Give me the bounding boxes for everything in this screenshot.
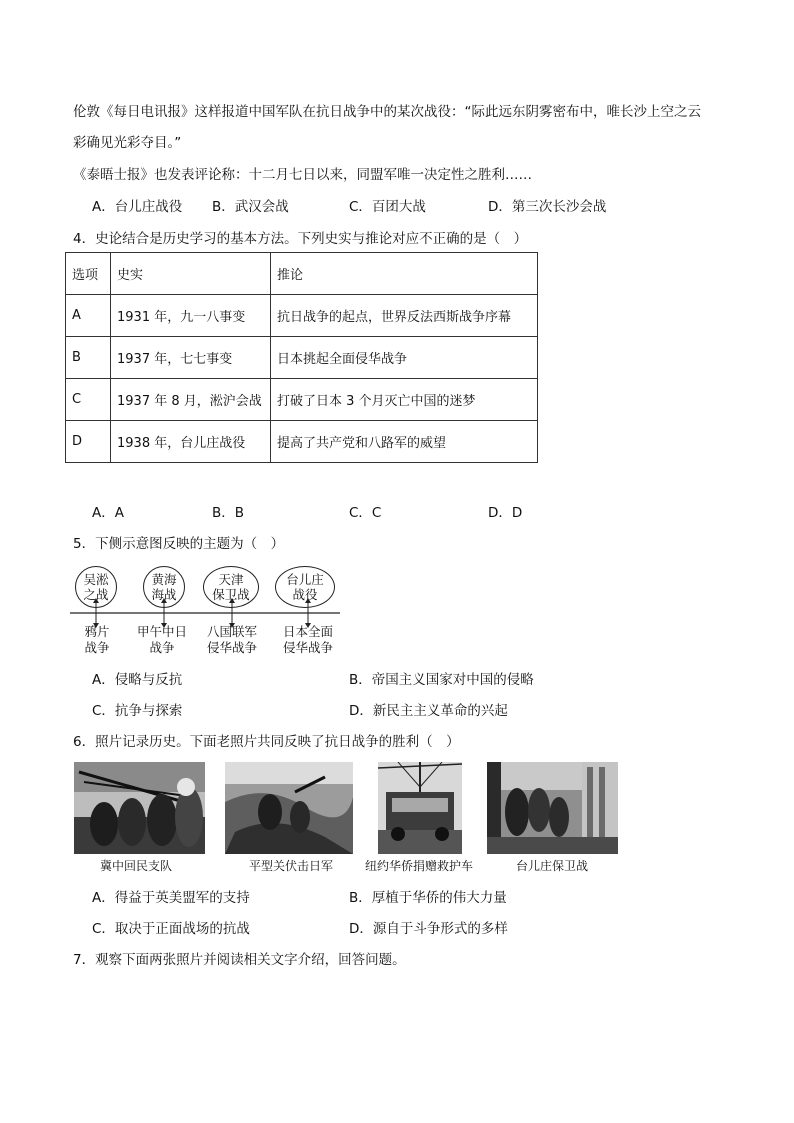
q5-stem: 5．下侧示意图反映的主题为（ ） — [73, 536, 285, 552]
photo-hui-detachment — [74, 762, 205, 854]
photo-ambulance — [378, 762, 462, 854]
table-cell: 抗日战争的起点，世界反法西斯战争序幕 — [271, 295, 538, 337]
q4-stem: 4．史论结合是历史学习的基本方法。下列史实与推论对应不正确的是（ ） — [73, 231, 528, 247]
table-row — [66, 337, 538, 379]
intro-line-2: 彩确见光彩夺目。” — [73, 135, 182, 151]
q6-option-b: B．厚植于华侨的伟大力量 — [349, 890, 507, 906]
table-cell: A — [66, 295, 111, 337]
table-cell: 打破了日本 3 个月灭亡中国的迷梦 — [271, 379, 538, 421]
photo-caption: 冀中回民支队 — [100, 859, 173, 873]
table-cell: 1937 年 8 月，淞沪会战 — [111, 379, 271, 421]
q5-option-d: D．新民主主义革命的兴起 — [349, 703, 508, 719]
photo-caption: 纽约华侨捐赠救护车 — [365, 859, 474, 873]
table-cell: 1937 年，七七事变 — [111, 337, 271, 379]
q3-option-c: C．百团大战 — [349, 199, 426, 215]
diagram-label: 鸦片 战争 — [84, 624, 110, 655]
diagram-circle: 天津 保卫战 — [203, 566, 259, 608]
table-cell: 1938 年，台儿庄战役 — [111, 421, 271, 463]
table-cell: C — [66, 379, 111, 421]
q5-option-c: C．抗争与探索 — [92, 703, 183, 719]
diagram-circle: 台儿庄 战役 — [275, 566, 335, 608]
table-row — [66, 379, 538, 421]
q3-option-d: D．第三次长沙会战 — [488, 199, 607, 215]
photo-taierzhuang — [487, 762, 618, 854]
table-row — [66, 295, 538, 337]
q6-stem: 6．照片记录历史。下面老照片共同反映了抗日战争的胜利（ ） — [73, 734, 460, 750]
diagram-circle: 吴淞 之战 — [75, 566, 117, 608]
q3-option-a: A．台儿庄战役 — [92, 199, 183, 215]
q6-option-a: A．得益于英美盟军的支持 — [92, 890, 250, 906]
q5-option-a: A．侵略与反抗 — [92, 672, 183, 688]
q4-option-a: A．A — [92, 505, 124, 521]
diagram-label: 甲午中日 战争 — [136, 624, 187, 655]
table-header: 推论 — [271, 253, 538, 295]
q4-table — [65, 252, 538, 463]
intro-line-1: 伦敦《每日电讯报》这样报道中国军队在抗日战争中的某次战役：“际此远东阴雾密布中，唯长沙上空之云 — [73, 104, 701, 120]
intro-line-3: 《泰晤士报》也发表评论称：十二月七日以来，同盟军唯一决定性之胜利…… — [73, 167, 532, 183]
q3-option-b: B．武汉会战 — [212, 199, 289, 215]
photo-caption: 台儿庄保卫战 — [516, 859, 589, 873]
table-header-row — [66, 253, 538, 295]
table-cell: 提高了共产党和八路军的威望 — [271, 421, 538, 463]
table-cell: 日本挑起全面侵华战争 — [271, 337, 538, 379]
diagram-label: 日本全面 侵华战争 — [282, 624, 333, 655]
photo-pingxingguan — [225, 762, 353, 854]
table-cell: D — [66, 421, 111, 463]
q4-option-b: B．B — [212, 505, 245, 521]
table-header: 选项 — [66, 253, 111, 295]
diagram-label: 八国联军 侵华战争 — [206, 624, 257, 655]
q4-option-d: D．D — [488, 505, 523, 521]
table-row — [66, 421, 538, 463]
q6-option-c: C．取决于正面战场的抗战 — [92, 921, 250, 937]
q5-option-b: B．帝国主义国家对中国的侵略 — [349, 672, 534, 688]
photo-caption: 平型关伏击日军 — [249, 859, 334, 873]
q6-option-d: D．源自于斗争形式的多样 — [349, 921, 508, 937]
table-cell: B — [66, 337, 111, 379]
table-header: 史实 — [111, 253, 271, 295]
q7-stem: 7．观察下面两张照片并阅读相关文字介绍，回答问题。 — [73, 952, 406, 968]
q4-option-c: C．C — [349, 505, 382, 521]
diagram-circle: 黄海 海战 — [143, 566, 185, 608]
table-cell: 1931 年，九一八事变 — [111, 295, 271, 337]
